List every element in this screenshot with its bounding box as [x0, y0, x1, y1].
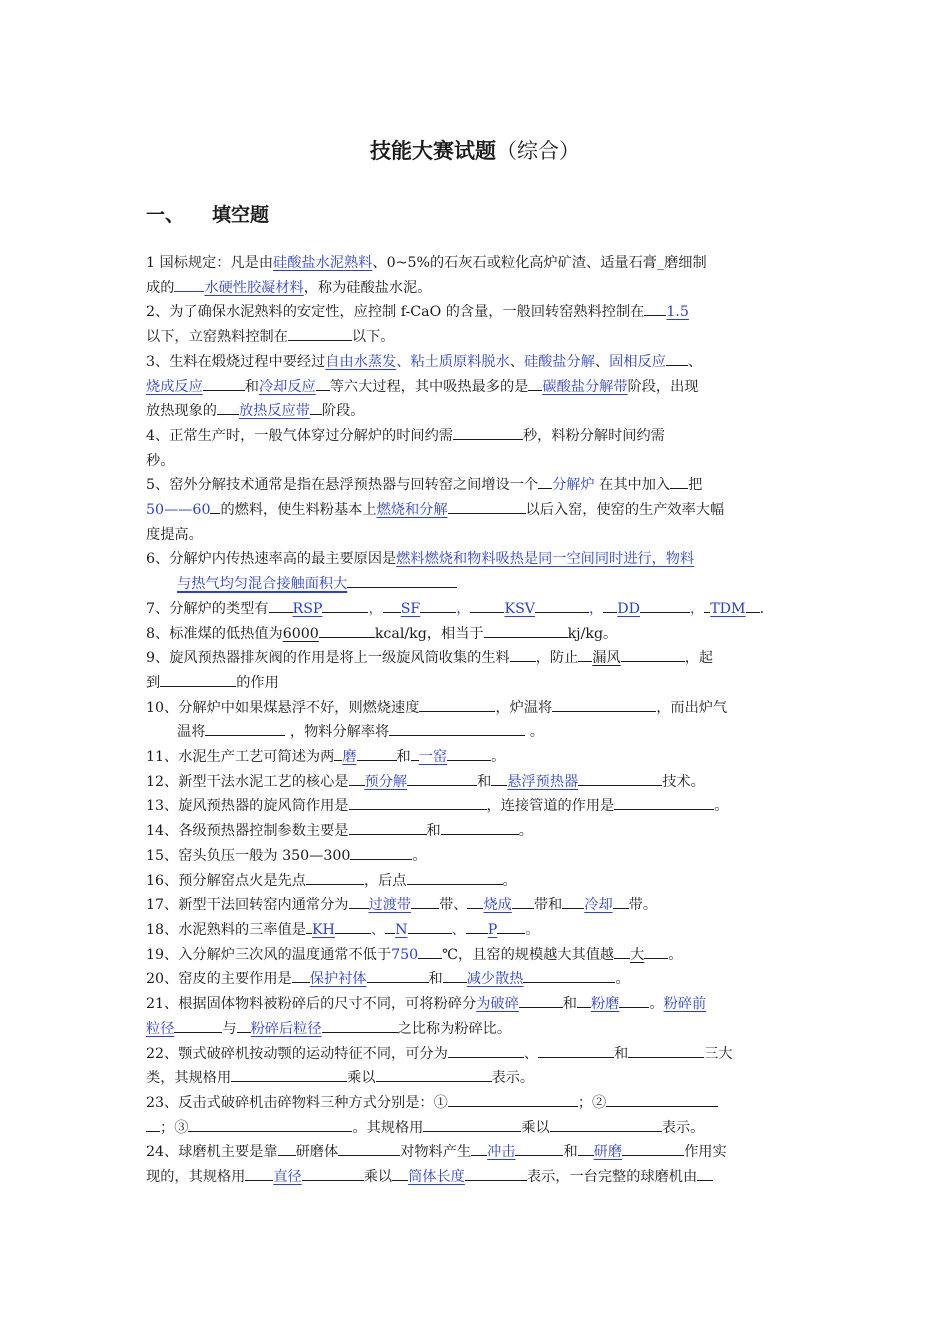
q7-text: ，: [589, 600, 604, 617]
q7-blank: [470, 597, 504, 613]
question-22: [146, 1042, 810, 1091]
q2-text: 以下，立窑熟料控制在: [146, 329, 288, 346]
q2-text: 以下。: [351, 329, 395, 346]
q6-answer: 燃料燃烧和物料吸热是同一空间同时进行，物料: [396, 551, 695, 568]
q23-blank: [146, 1116, 160, 1132]
q23-blank: [188, 1116, 352, 1132]
q18-text: 、: [451, 921, 466, 938]
q23-blank: [448, 1091, 578, 1107]
question-1: [146, 251, 810, 300]
q21-blank: [237, 1017, 251, 1033]
question-23: [146, 1091, 810, 1140]
q24-answer: 研磨: [593, 1144, 623, 1161]
q3-text: 、: [687, 353, 703, 370]
q22-text: 和: [614, 1045, 629, 1062]
q4-text: 秒，料粉分解时间约需: [522, 427, 665, 444]
q3-blank: [316, 375, 330, 391]
q17-blank: [562, 893, 584, 909]
title-paren: （综合）: [496, 139, 580, 163]
q24-blank: [278, 1140, 296, 1156]
q24-answer: 冲击: [487, 1144, 516, 1161]
q3-answer: 碳酸盐分解带: [542, 378, 628, 395]
q10-blank: [552, 696, 656, 712]
q20-blank: [292, 967, 310, 983]
question-14: [146, 819, 810, 844]
question-17: [146, 893, 810, 918]
question-11: [146, 745, 810, 770]
q24-text: 作用实: [684, 1144, 727, 1161]
q7-text: .: [759, 600, 765, 617]
q17-answer: 烧成: [483, 897, 512, 914]
q5-blank: [538, 473, 552, 489]
q1-text: ，称为硅酸盐水泥。: [303, 279, 432, 296]
q23-text: 乘以: [521, 1119, 550, 1136]
q18-text: 。: [525, 921, 540, 938]
q16-text: ，后点: [363, 872, 407, 889]
q13-text: 13、旋风预热器的旋风筒作用是: [146, 798, 349, 815]
q10-blank: [419, 696, 495, 712]
q16-text: 16、预分解窑点火是先点: [146, 872, 306, 889]
q9-blank: [160, 671, 236, 687]
q3-text: 和: [244, 378, 259, 395]
section-title: 填空题: [212, 204, 270, 226]
q18-answer: KH: [311, 921, 335, 938]
q23-blank: [423, 1116, 521, 1132]
q14-blank: [349, 819, 427, 835]
q20-blank: [367, 967, 429, 983]
q5-answer: 分解炉: [552, 477, 595, 494]
question-10: [146, 696, 810, 745]
q24-blank: [392, 1165, 408, 1181]
q24-answer: 直径: [273, 1169, 302, 1186]
q23-text: ；②: [577, 1094, 607, 1111]
q3-text: 、: [594, 353, 610, 370]
q23-blank: [606, 1091, 718, 1107]
q3-blank: [310, 399, 322, 415]
q24-answer: 筒体长度: [408, 1169, 465, 1186]
q9-text: ，防止: [535, 650, 579, 667]
question-20: [146, 967, 810, 992]
q18-text: 、: [370, 921, 386, 938]
q3-answer: 硅酸盐分解: [523, 353, 595, 370]
q8-blank: [319, 622, 375, 638]
q20-answer: 减少散热: [466, 971, 524, 988]
q10-text: 10、分解炉中如果煤悬浮不好，则燃烧速度: [146, 699, 420, 716]
q21-blank: [619, 992, 649, 1008]
q2-blank: [288, 325, 352, 341]
q22-text: 表示。: [491, 1070, 535, 1087]
q5-blank: [670, 473, 688, 489]
q12-blank: [491, 770, 507, 786]
q24-text: 乘以: [363, 1169, 393, 1186]
q19-answer: 750: [391, 946, 419, 963]
q17-blank: [512, 893, 534, 909]
q24-text: 24、球磨机主要是靠: [146, 1144, 278, 1161]
q7-answer: KSV: [504, 600, 536, 617]
q2-text: 2、为了确保水泥熟料的安定性，应控制 f-CaO 的含量，一般回转窑熟料控制在: [146, 304, 645, 321]
q21-blank: [519, 992, 563, 1008]
q20-text: 和: [428, 971, 443, 988]
q17-blank: [411, 893, 439, 909]
q8-text: kcal/kg，相当于: [374, 625, 484, 642]
q4-text: 4、正常生产时，一般气体穿过分解炉的时间约需: [146, 427, 453, 444]
section-heading: [146, 200, 269, 230]
q24-answer: 研磨体: [295, 1144, 339, 1161]
q1-blank: [174, 276, 204, 292]
q23-text: ；③: [160, 1119, 189, 1136]
q20-blank: [443, 967, 467, 983]
q7-blank: [535, 597, 589, 613]
q12-text: 技术。: [662, 773, 705, 790]
q21-text: 21、根据固体物料被粉碎后的尺寸不同，可将粉碎分: [146, 996, 477, 1013]
q3-text: 放热现象的: [146, 403, 217, 420]
question-list: [146, 251, 810, 1190]
q24-text: 表示，一台完整的球磨机由: [526, 1169, 698, 1186]
q23-text: 23、反击式破碎机击碎物料三种方式分别是：①: [146, 1094, 448, 1111]
q15-text: 15、窑头负压一般为 350—300: [146, 847, 351, 864]
q12-blank: [578, 770, 662, 786]
q7-blank: [322, 597, 368, 613]
q9-blank: [510, 646, 536, 662]
q12-blank: [407, 770, 477, 786]
q17-blank: [349, 893, 369, 909]
q21-blank: [322, 1017, 398, 1033]
q12-text: 和: [477, 773, 492, 790]
q21-blank: [174, 1017, 222, 1033]
q10-text: ，物料分解率将: [289, 724, 390, 741]
question-13: [146, 794, 810, 819]
q18-blank: [385, 918, 395, 934]
q21-answer: 粉碎后粒径: [250, 1020, 322, 1037]
q3-blank: [666, 350, 688, 366]
q23-text: 。其规格用: [352, 1119, 424, 1136]
question-16: [146, 869, 810, 894]
q14-text: 和: [426, 823, 441, 840]
q22-blank: [628, 1042, 704, 1058]
question-24: [146, 1140, 810, 1189]
q22-blank: [538, 1042, 614, 1058]
q16-blank: [306, 869, 364, 885]
q24-blank: [622, 1140, 684, 1156]
q12-answer: 悬浮预热器: [507, 773, 579, 790]
q20-blank: [523, 967, 615, 983]
q8-answer: 6000: [282, 625, 319, 642]
q17-text: 带和: [533, 897, 563, 914]
q22-blank: [448, 1042, 524, 1058]
q7-text: 7、分解炉的类型有: [146, 600, 269, 617]
q21-text: 和: [562, 996, 577, 1013]
q21-answer: 粒径: [146, 1020, 175, 1037]
q24-blank: [338, 1140, 400, 1156]
q20-text: 20、窑皮的主要作用是: [146, 971, 292, 988]
q24-blank: [245, 1165, 273, 1181]
q7-text: ，: [690, 600, 705, 617]
q22-blank: [376, 1066, 492, 1082]
q7-answer: SF: [400, 600, 421, 617]
q24-blank: [465, 1165, 527, 1181]
q3-answer: 固相反应: [609, 353, 666, 370]
q24-text: 现的，其规格用: [146, 1169, 246, 1186]
q7-answer: TDM: [710, 600, 746, 617]
q10-text: ，而出炉气: [656, 699, 728, 716]
q21-answer: 粉碎前: [663, 996, 707, 1013]
q22-text: 类，其规格用: [146, 1070, 232, 1087]
question-2: [146, 300, 810, 349]
question-15: [146, 844, 810, 869]
q11-text: 。: [491, 749, 506, 766]
question-5: [146, 473, 810, 547]
q14-text: 14、各级预热器控制参数主要是: [146, 823, 349, 840]
q12-text: 12、新型干法水泥工艺的核心是: [146, 773, 349, 790]
q3-answer: 放热反应带: [238, 403, 310, 420]
q21-answer: 为破碎: [476, 996, 519, 1013]
q3-answer: 冷却反应: [258, 378, 316, 395]
page-title: [0, 136, 950, 166]
q7-text: ，: [456, 600, 471, 617]
q5-text: 把: [688, 477, 703, 494]
q13-text: 。: [714, 798, 729, 815]
q8-blank: [484, 622, 568, 638]
question-3: [146, 350, 810, 424]
q20-answer: 保护衬体: [309, 971, 367, 988]
q17-answer: 过渡带: [368, 897, 412, 914]
q2-answer: 1.5: [666, 304, 689, 321]
q5-answer: 燃烧和分解: [376, 502, 448, 519]
q19-text: ℃，且窑的规模越大其值越: [442, 946, 615, 963]
q19-text: 19、入分解炉三次风的温度通常不低于: [146, 946, 392, 963]
question-6: [146, 547, 810, 596]
q11-answer: 磨: [342, 749, 357, 766]
q3-answer: 粘土质原料脱水: [410, 353, 510, 370]
q16-text: 。: [502, 872, 517, 889]
q12-answer: 预分解: [364, 773, 408, 790]
q21-text: 之比称为粉碎比。: [397, 1020, 512, 1037]
q19-answer: 大: [630, 946, 645, 963]
q3-text: 阶段，出现: [627, 378, 699, 395]
q3-blank: [528, 375, 542, 391]
question-18: [146, 918, 810, 943]
q5-text: 以后入窑，使窑的生产效率大幅: [525, 502, 725, 519]
q9-text: ，起: [684, 650, 714, 667]
q10-text: ，炉温将: [495, 699, 553, 716]
q10-blank: [389, 720, 525, 736]
q3-text: 3、生料在煅烧过程中要经过: [146, 353, 326, 370]
q3-answer: 烧成反应: [146, 378, 203, 395]
q17-answer: 冷却: [584, 897, 613, 914]
q1-answer: 硅酸盐水泥熟料: [273, 255, 373, 271]
q22-blank: [231, 1066, 347, 1082]
q17-blank: [613, 893, 629, 909]
q17-text: 带、: [439, 897, 468, 914]
q5-blank: [210, 498, 220, 514]
q21-text: 。: [649, 996, 664, 1013]
q7-answer: RSP: [292, 600, 323, 617]
q13-text: ，连接管道的作用是: [486, 798, 615, 815]
q11-blank: [411, 745, 419, 761]
q6-text: 6、分解炉内传热速率高的最主要原因是: [146, 551, 397, 568]
q24-blank: [302, 1165, 364, 1181]
q3-blank: [203, 375, 245, 391]
q11-text: 和: [396, 749, 411, 766]
q1-text: 成的: [146, 279, 175, 296]
q9-text: 9、旋风预热器排灰阀的作用是将上一级旋风筒收集的生料: [146, 650, 510, 667]
q23-text: 表示。: [661, 1119, 705, 1136]
q14-text: 。: [518, 823, 533, 840]
q18-text: 18、水泥熟料的三率值是: [146, 921, 306, 938]
question-21: [146, 992, 810, 1041]
q22-text: 、: [523, 1045, 539, 1062]
q14-blank: [441, 819, 519, 835]
q3-blank: [217, 399, 239, 415]
q9-answer: 漏风: [592, 650, 621, 667]
q17-text: 带。: [628, 897, 658, 914]
q1-answer: 水硬性胶凝材料: [204, 279, 304, 296]
q3-text: 阶段。: [321, 403, 365, 420]
q21-answer: 粉磨: [590, 996, 620, 1013]
q18-blank: [408, 918, 452, 934]
q5-text: 在其中加入: [594, 477, 671, 494]
q4-blank: [453, 424, 523, 440]
q18-blank: [466, 918, 488, 934]
q21-text: 与: [222, 1020, 237, 1037]
q9-text: 的作用: [236, 674, 279, 691]
q1-text: 、0~5%的石灰石或粒化高炉矿渣、适量石膏_磨细制: [372, 255, 707, 271]
q11-blank: [357, 745, 397, 761]
q9-blank: [621, 646, 685, 662]
q16-blank: [407, 869, 503, 885]
q5-answer: 50——60: [146, 502, 211, 519]
q13-blank: [614, 794, 714, 810]
q23-blank: [550, 1116, 662, 1132]
q19-text: 。: [668, 946, 683, 963]
q9-text: 到: [146, 674, 161, 691]
q3-text: 、: [396, 353, 411, 370]
q7-answer: DD: [617, 600, 640, 617]
question-19: [146, 943, 810, 968]
q10-text: 。: [529, 724, 544, 741]
q3-text: 等六大过程，其中吸热最多的是: [329, 378, 529, 395]
q5-blank: [448, 498, 526, 514]
q10-text: 温将: [177, 724, 206, 741]
q7-blank: [420, 597, 456, 613]
q5-text: 5、窑外分解技术通常是指在悬浮预热器与回转窑之间增设一个: [146, 477, 539, 494]
q12-blank: [349, 770, 365, 786]
q19-blank: [614, 943, 630, 959]
q24-blank: [515, 1140, 563, 1156]
q24-blank: [578, 1140, 594, 1156]
q4-text: 秒。: [146, 452, 175, 469]
q15-blank: [350, 844, 412, 860]
question-4: [146, 424, 810, 473]
question-9: [146, 646, 810, 695]
q18-blank: [335, 918, 371, 934]
q11-answer: 一窑: [418, 749, 448, 766]
q24-blank: [471, 1140, 487, 1156]
q18-blank: [497, 918, 525, 934]
q10-blank: [205, 720, 285, 736]
q22-text: 22、颚式破碎机按动颚的运动特征不同，可分为: [146, 1045, 448, 1062]
question-8: [146, 622, 810, 647]
q7-blank: [603, 597, 617, 613]
q3-answer: 自由水蒸发: [325, 353, 397, 370]
q17-blank: [467, 893, 483, 909]
q11-text: 11、水泥生产工艺可简述为两: [146, 749, 335, 766]
q7-text: ，: [368, 600, 383, 617]
q24-text: 和: [563, 1144, 578, 1161]
q5-text: 度提高。: [146, 526, 203, 543]
q18-answer: N: [395, 921, 408, 938]
q7-blank: [640, 597, 690, 613]
q19-blank: [418, 943, 442, 959]
q22-text: 三大: [704, 1045, 733, 1062]
q9-blank: [578, 646, 592, 662]
q21-blank: [577, 992, 591, 1008]
q5-text: 的燃料，使生料粉基本上: [220, 502, 377, 519]
q6-answer: 与热气均匀混合接触面积大: [177, 576, 348, 593]
q11-blank: [447, 745, 491, 761]
section-number: 一、: [146, 204, 185, 226]
question-7: [146, 597, 810, 622]
q7-blank: [383, 597, 401, 613]
q3-text: 、: [509, 353, 524, 370]
q24-blank: [697, 1165, 713, 1181]
q2-blank: [644, 300, 666, 316]
q6-blank: [347, 572, 457, 588]
q13-blank: [349, 794, 487, 810]
q20-text: 。: [615, 971, 630, 988]
q19-blank: [644, 943, 668, 959]
q18-answer: P: [487, 921, 498, 938]
q22-text: 乘以: [347, 1070, 376, 1087]
q15-text: 。: [412, 847, 427, 864]
q24-text: 对物料产生: [400, 1144, 472, 1161]
title-main: 技能大赛试题: [370, 138, 496, 163]
q7-blank: [746, 597, 760, 613]
q8-text: 8、标准煤的低热值为: [146, 625, 283, 642]
q7-blank: [269, 597, 293, 613]
q1-text: 1 国标规定：凡是由: [146, 255, 274, 271]
q8-text: kj/kg。: [567, 625, 618, 642]
q17-text: 17、新型干法回转窑内通常分为: [146, 897, 349, 914]
question-12: [146, 770, 810, 795]
